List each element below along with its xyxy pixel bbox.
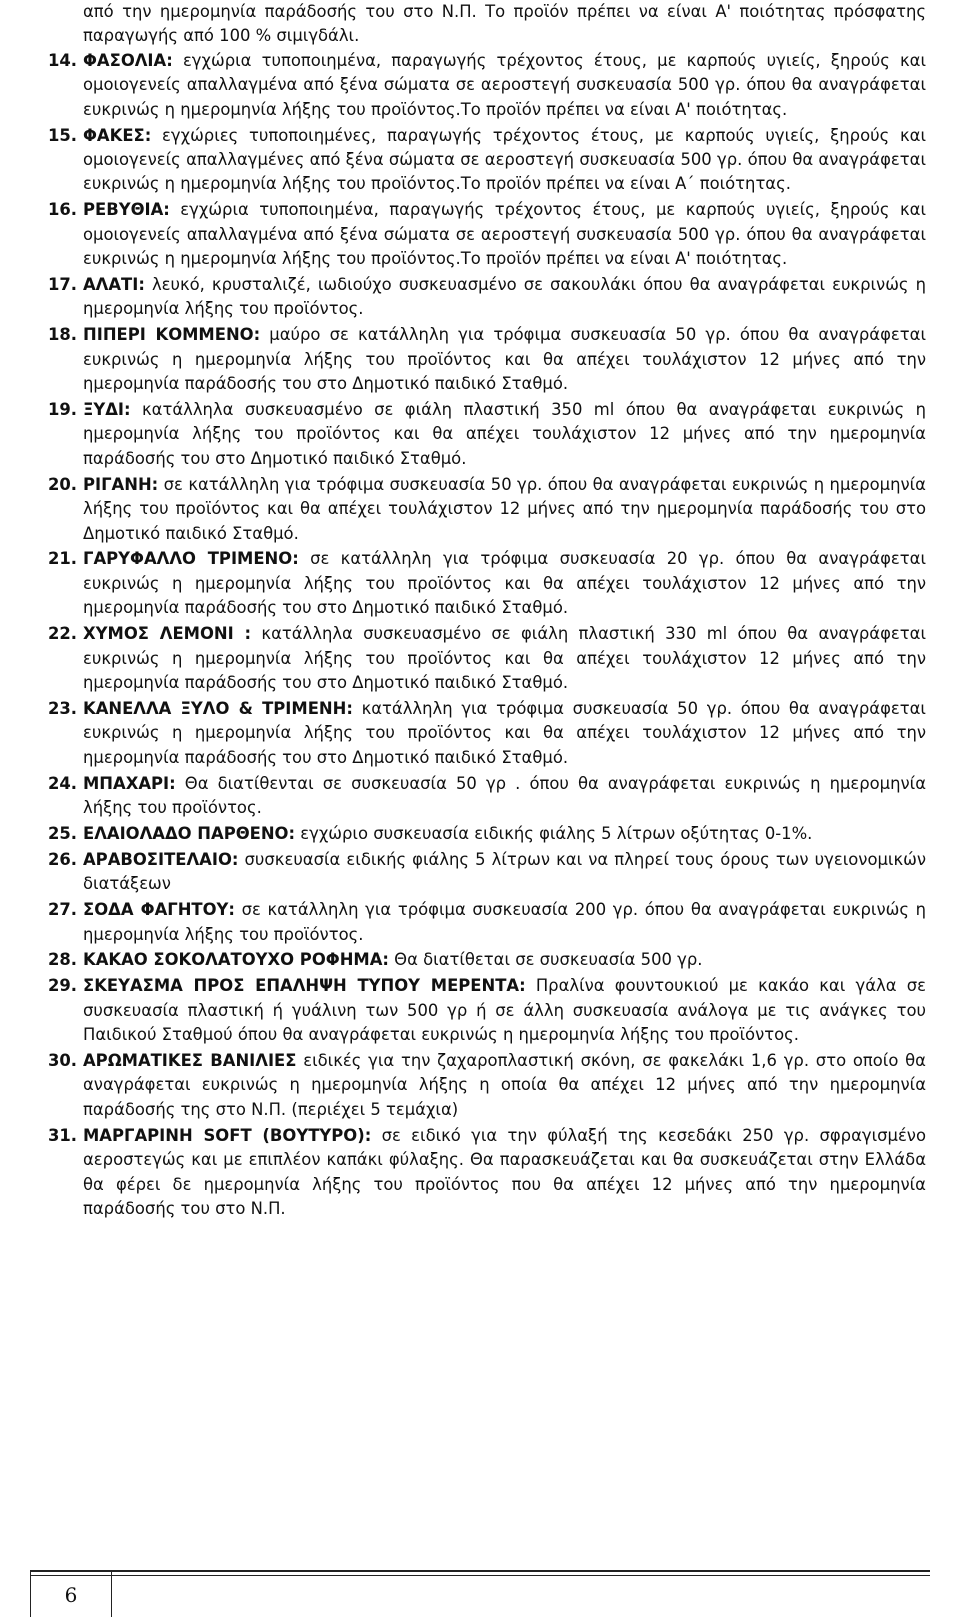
item-description: εγχώριες τυποποιημένες, παραγωγής τρέχοντος έτους, με καρπούς υγιείς, ξηρούς και ομοιογενείς απαλλαγμένες από ξένα σώματα σε αεροστεγή συσκευασία 500 γρ. όπου θα αναγράφεται ευκρινώς η ημερομηνία λήξης του προϊόντος.Το προϊόν πρέπει να είναι Α΄ ποιότητας. [83, 125, 926, 194]
list-item [47, 124, 926, 197]
item-number: 20. [47, 474, 77, 494]
item-description: σε κατάλληλη για τρόφιμα συσκευασία 200 γρ. όπου θα αναγράφεται ευκρινώς η ημερομηνία λήξης του προϊόντος. [83, 900, 926, 944]
list-item [47, 398, 926, 471]
item-number: 17. [47, 274, 77, 294]
item-description: Θα διατίθενται σε συσκευασία 50 γρ . όπου θα αναγράφεται ευκρινώς η ημερομηνία λήξης του προϊόντος. [83, 773, 926, 817]
document-body [47, 0, 927, 1223]
footer-rule [30, 1570, 930, 1572]
item-description: μαύρο σε κατάλληλη για τρόφιμα συσκευασία 50 γρ. όπου θα αναγράφεται ευκρινώς η ημερομηνία λήξης του προϊόντος και θα απέχει τουλάχιστον 12 μήνες από την ημερομηνία παράδοσής του στο Δημοτικό παιδικό Σταθμό. [83, 325, 926, 394]
item-number: 30. [47, 1051, 77, 1071]
list-item [47, 822, 926, 846]
item-description: κατάλληλα συσκευασμένο σε φιάλη πλαστική 350 ml όπου θα αναγράφεται ευκρινώς η ημερομηνία λήξης του προϊόντος και θα απέχει τουλάχιστον 12 μήνες από την ημερομηνία παράδοσής του στο Δημοτικό παιδικό Σταθμό. [83, 400, 926, 468]
item-description: κατάλληλα συσκευασμένο σε φιάλη πλαστική 330 ml όπου θα αναγράφεται ευκρινώς η ημερομηνία λήξης του προϊόντος και θα απέχει τουλάχιστον 12 μήνες από την ημερομηνία παράδοσής του στο Δημοτικό παιδικό Σταθμό. [83, 624, 927, 692]
list-item [47, 273, 926, 322]
item-number: 14. [47, 50, 77, 70]
list-item [47, 323, 926, 396]
item-title: ΑΡΩΜΑΤΙΚΕΣ ΒΑΝΙΛΙΕΣ [83, 1051, 297, 1071]
item-number: 22. [47, 624, 77, 644]
item-title: ΑΡΑΒΟΣΙΤΕΛΑΙΟ: [83, 849, 239, 869]
item-number: 31. [47, 1125, 77, 1145]
list-item [47, 1049, 926, 1122]
list-item [47, 198, 926, 271]
item-title: ΓΑΡΥΦΑΛΛΟ ΤΡΙΜΕΝΟ: [83, 549, 299, 569]
item-title: ΞΥΔΙ: [83, 400, 131, 419]
item-number: 26. [47, 849, 77, 869]
page-number: 6 [64, 1583, 78, 1607]
item-title: ΧΥΜΟΣ ΛΕΜΟΝΙ : [83, 624, 252, 644]
item-number: 24. [47, 773, 77, 793]
list-item [47, 1124, 926, 1222]
list-item [47, 898, 926, 947]
item-title: ΦΑΣΟΛΙΑ: [83, 50, 173, 70]
item-number: 25. [47, 823, 77, 843]
item-title: ΜΠΑΧΑΡΙ: [83, 773, 176, 793]
item-description: Θα διατίθεται σε συσκευασία 500 γρ. [388, 950, 703, 970]
list-item [47, 974, 926, 1047]
item-title: ΕΛΑΙΟΛΑΔΟ ΠΑΡΘΕΝΟ: [83, 823, 296, 843]
item-title: ΑΛΑΤΙ: [83, 274, 145, 294]
item-title: ΡΙΓΑΝΗ: [83, 474, 159, 494]
item-description: σε κατάλληλη για τρόφιμα συσκευασία 20 γρ. όπου θα αναγράφεται ευκρινώς η ημερομηνία λήξης του προϊόντος και θα απέχει τουλάχιστον 12 μήνες από την ημερομηνία παράδοσής του στο Δημοτικό παιδικό Σταθμό. [83, 549, 926, 618]
list-item [47, 772, 926, 821]
item-number: 15. [47, 125, 77, 145]
item-description: κατάλληλη για τρόφιμα συσκευασία 50 γρ. όπου θα αναγράφεται ευκρινώς η ημερομηνία λήξης του προϊόντος και θα απέχει τουλάχιστον 12 μήνες από την ημερομηνία παράδοσής του στο Δημοτικό παιδικό Σταθμό. [83, 698, 926, 767]
item-title: ΣΟΔΑ ΦΑΓΗΤΟΥ: [83, 900, 235, 920]
item-title: ΚΑΝΕΛΛΑ ΞΥΛΟ & ΤΡΙΜΕΝΗ: [83, 698, 353, 718]
list-item [47, 547, 926, 620]
item-description: συσκευασία ειδικής φιάλης 5 λίτρων και να πληρεί τους όρους των υγειονομικών διατάξεων [83, 849, 926, 894]
intro-paragraph: από την ημερομηνία παράδοσής του στο Ν.Π. Το προϊόν πρέπει να είναι Α' ποιότητας πρόσφατης παραγωγής από 100 % σιμιγδάλι. [83, 2, 926, 46]
item-number: 27. [47, 900, 77, 920]
item-title: ΠΙΠΕΡΙ ΚΟΜΜΕΝΟ: [83, 325, 261, 345]
item-title: ΚΑΚΑΟ ΣΟΚΟΛΑΤΟΥΧΟ ΡΟΦΗΜΑ: [83, 950, 389, 970]
item-description: σε ειδικό για την φύλαξή της κεσεδάκι 250 γρ. σφραγισμένο αεροστεγώς και με επιπλέον καπάκι φύλαξης. Θα παρασκευάζεται και θα συσκευάζεται στην Ελλάδα θα φέρει δε ημερομηνία λήξης του προϊόντος που θα απέχει 12 μήνες από την ημερομηνία παράδοσής του στο Ν.Π. [83, 1125, 926, 1218]
item-title: ΜΑΡΓΑΡΙΝΗ SOFT (ΒΟΥΤΥΡΟ): [83, 1125, 372, 1145]
item-description: Πραλίνα φουντουκιού με κακάο και γάλα σε συσκευασία πλαστική ή γυάλινη των 500 γρ ή σε άλλη συσκευασία ανάλογα με τις ανάγκες του Παιδικού Σταθμού όπου θα αναγράφεται ευκρινώς η ημερομηνία λήξης του προϊόντος. [83, 976, 926, 1045]
item-number: 19. [47, 400, 77, 419]
item-description: λευκό, κρυσταλιζέ, ιωδιούχο συσκευασμένο σε σακουλάκι όπου θα αναγράφεται ευκρινώς η ημερομηνία λήξης του προϊόντος. [83, 274, 926, 319]
item-description: ειδικές για την ζαχαροπλαστική σκόνη, σε φακελάκι 1,6 γρ. στο οποίο θα αναγράφεται ευκρινώς η ημερομηνία λήξης η οποία θα απέχει 12 μήνες από την ημερομηνία παράδοσής της στο Ν.Π. (περιέχει 5 τεμάχια) [83, 1051, 926, 1119]
item-description: εγχώριο συσκευασία ειδικής φιάλης 5 λίτρων οξύτητας 0-1%. [295, 823, 813, 843]
item-number: 16. [47, 200, 77, 220]
list-item [47, 622, 927, 695]
list-item [47, 473, 926, 546]
list-item [47, 49, 926, 122]
item-number: 28. [47, 950, 77, 970]
item-description: σε κατάλληλη για τρόφιμα συσκευασία 50 γρ. όπου θα αναγράφεται ευκρινώς η ημερομηνία λήξης του προϊόντος και θα απέχει τουλάχιστον 12 μήνες από την ημερομηνία παράδοσής του στο Δημοτικό παιδικό Σταθμό. [83, 474, 926, 543]
item-title: ΡΕΒΥΘΙΑ: [83, 200, 170, 220]
list-item [47, 697, 926, 770]
item-number: 21. [47, 549, 77, 569]
product-list [47, 49, 927, 1222]
item-title: ΣΚΕΥΑΣΜΑ ΠΡΟΣ ΕΠΑΛΗΨΗ ΤΥΠΟΥ ΜΕΡΕΝΤΑ: [83, 976, 526, 996]
item-title: ΦΑΚΕΣ: [83, 125, 152, 145]
list-item [47, 948, 926, 972]
item-number: 18. [47, 325, 77, 345]
item-number: 23. [47, 698, 77, 718]
item-description: εγχώρια τυποποιημένα, παραγωγής τρέχοντος έτους, με καρπούς υγιείς, ξηρούς και ομοιογενείς απαλλαγμένα από ξένα σώματα σε αεροστεγή συσκευασία 500 γρ. όπου θα αναγράφεται ευκρινώς η ημερομηνία λήξης του προϊόντος.Το προϊόν πρέπει να είναι Α' ποιότητας. [83, 50, 926, 119]
item-description: εγχώρια τυποποιημένα, παραγωγής τρέχοντος έτους, με καρπούς υγιείς, ξηρούς και ομοιογενείς απαλλαγμένα από ξένα σώματα σε αεροστεγή συσκευασία 500 γρ. όπου θα αναγράφεται ευκρινώς η ημερομηνία λήξης του προϊόντος.Το προϊόν πρέπει να είναι Α' ποιότητας. [83, 200, 926, 269]
footer-rule-thin [30, 1575, 930, 1576]
item-number: 29. [47, 976, 77, 996]
list-item [47, 848, 926, 897]
